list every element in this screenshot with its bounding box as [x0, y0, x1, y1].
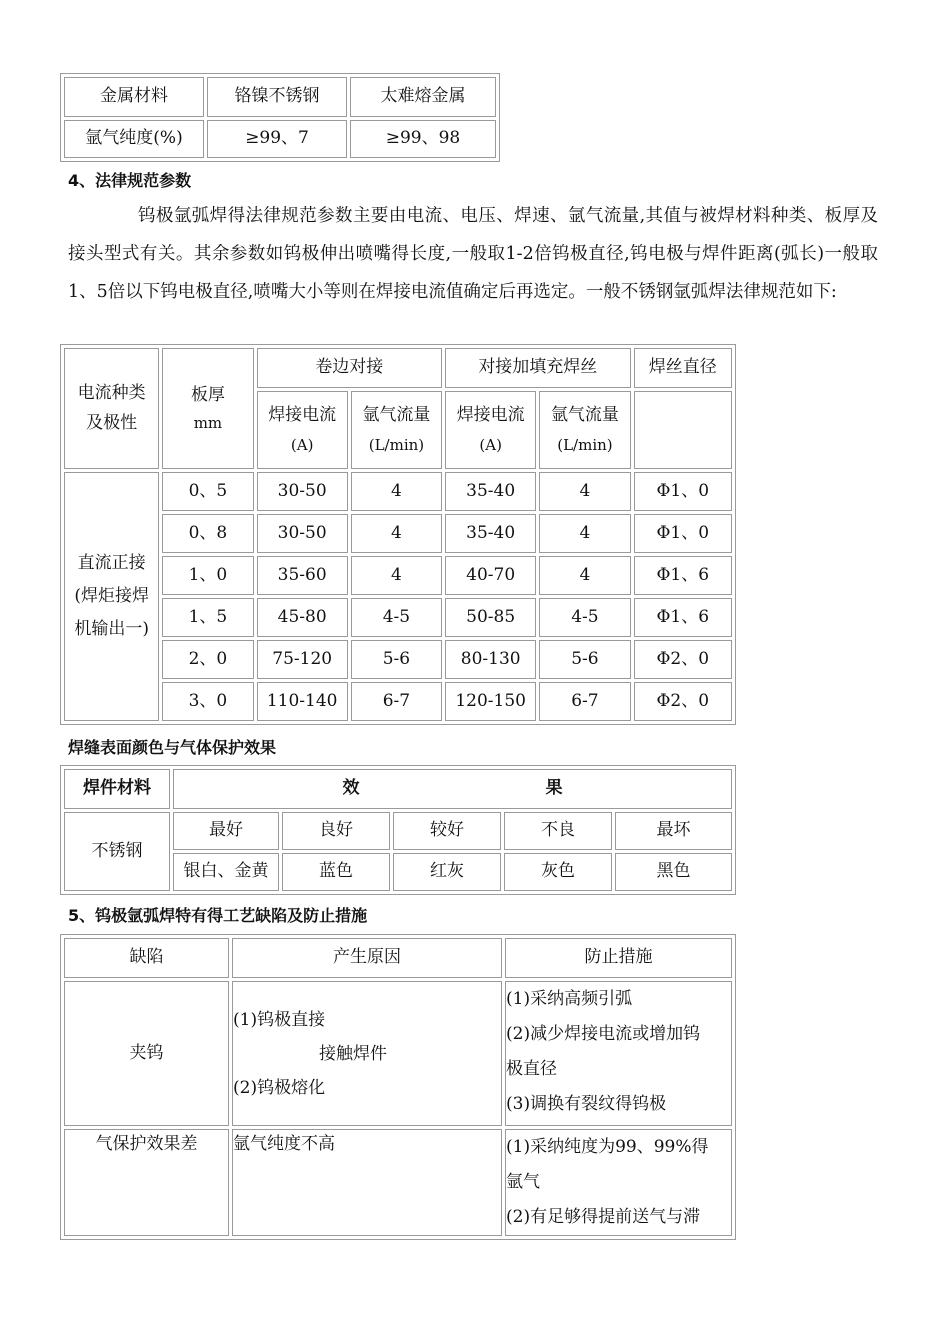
section-4-paragraph: [68, 197, 878, 311]
paragraph-text: 钨极氩弧焊得法律规范参数主要由电流、电压、焊速、氩气流量,其值与被焊材料种类、板厚及接头型式有关。其余参数如钨极伸出喷嘴得长度,一般取1-2倍钨极直径,钨电极与焊件距离(弧长)一般取1、5倍以下钨电极直径,喷嘴大小等则在焊接电流值确定后再选定。一般不锈钢氩弧焊法律规范如下:: [68, 206, 878, 302]
table-cell: 银白、金黄: [173, 853, 279, 891]
header-text: (L/min): [368, 436, 425, 455]
table-row: [64, 682, 732, 721]
table-cell: 4: [539, 514, 630, 553]
table-cell: 4-5: [539, 598, 630, 637]
defect-cell: 气保护效果差: [64, 1129, 229, 1236]
polarity-text: (焊炬接焊: [74, 585, 149, 606]
polarity-text: 机输出一): [74, 619, 149, 640]
table-cell: 4: [351, 472, 442, 511]
header-cell: [162, 348, 253, 469]
table-cell: 黑色: [615, 853, 732, 891]
measure-text: (1)采纳纯度为99、99%得: [506, 1137, 709, 1157]
header-cell: 铬镍不锈钢: [207, 77, 347, 117]
cause-text: (2)钨极熔化: [233, 1077, 326, 1098]
table-cell: 灰色: [504, 853, 612, 891]
table-row: [64, 514, 732, 553]
table-cell: 110-140: [257, 682, 348, 721]
table-cell: Φ1、0: [634, 514, 732, 553]
measure-text: 氩气: [506, 1172, 540, 1192]
argon-purity-table: [60, 73, 500, 162]
material-cell: 不锈钢: [64, 812, 170, 891]
header-text: (L/min): [557, 436, 613, 455]
table-row: [64, 556, 732, 595]
section-4-heading: 4、法律规范参数: [68, 171, 192, 190]
table-cell: Φ1、0: [634, 472, 732, 511]
cause-cell: [232, 981, 502, 1126]
table-cell: 35-60: [257, 556, 348, 595]
measure-cell: [505, 981, 732, 1126]
table-row: [64, 1129, 732, 1236]
table-cell: 2、0: [162, 640, 253, 679]
header-text: mm: [193, 413, 223, 432]
table-cell: 3、0: [162, 682, 253, 721]
header-cell: 焊件材料: [64, 769, 170, 809]
header-cell: 产生原因: [232, 938, 502, 978]
table-cell: 35-40: [445, 472, 536, 511]
header-cell: [64, 348, 159, 469]
table-cell: 1、0: [162, 556, 253, 595]
polarity-text: 直流正接: [77, 552, 146, 573]
header-cell: [445, 391, 536, 469]
header-text: 板厚: [190, 384, 225, 405]
table-cell: 4: [539, 472, 630, 511]
table-cell: ≥99、98: [350, 120, 496, 158]
table-cell: Φ2、0: [634, 682, 732, 721]
empty-cell: [634, 391, 732, 469]
table-cell: ≥99、7: [207, 120, 347, 158]
header-text: 电流种类: [77, 383, 146, 404]
table-cell: 0、8: [162, 514, 253, 553]
table-cell: 较好: [393, 812, 501, 850]
measure-text: (2)有足够得提前送气与滞: [506, 1207, 701, 1227]
header-cell: 防止措施: [505, 938, 732, 978]
table-cell: 80-130: [445, 640, 536, 679]
table-cell: 红灰: [393, 853, 501, 891]
header-cell: 卷边对接: [257, 348, 443, 388]
header-cell: 太难熔金属: [350, 77, 496, 117]
table-cell: 不良: [504, 812, 612, 850]
table-cell: 蓝色: [282, 853, 390, 891]
header-cell: [257, 391, 348, 469]
header-cell: [173, 769, 732, 809]
header-text: 焊接电流: [268, 405, 337, 425]
weld-color-heading: 焊缝表面颜色与气体保护效果: [68, 738, 277, 757]
weld-color-table: [60, 765, 736, 895]
header-text: (A): [479, 436, 502, 455]
table-cell: 氩气纯度(%): [64, 120, 204, 158]
cause-text: (1)钨极直接: [233, 1009, 326, 1030]
welding-parameters-table: [60, 344, 736, 725]
table-cell: 35-40: [445, 514, 536, 553]
table-cell: 40-70: [445, 556, 536, 595]
cause-cell: 氩气纯度不高: [232, 1129, 502, 1236]
cause-text: 接触焊件: [319, 1043, 387, 1064]
table-row: [64, 640, 732, 679]
table-cell: 5-6: [351, 640, 442, 679]
table-cell: Φ2、0: [634, 640, 732, 679]
header-text: 氩气流量: [550, 405, 619, 425]
measure-text: (2)减少焊接电流或增加钨: [506, 1024, 701, 1044]
table-cell: 4: [351, 556, 442, 595]
header-text: 效: [342, 778, 360, 799]
section-5-heading: 5、钨极氩弧焊特有得工艺缺陷及防止措施: [68, 906, 368, 925]
header-cell: 焊丝直径: [634, 348, 732, 388]
table-cell: 最坏: [615, 812, 732, 850]
table-cell: 良好: [282, 812, 390, 850]
table-cell: 4-5: [351, 598, 442, 637]
table-row: [64, 981, 732, 1126]
header-text: 及极性: [86, 412, 138, 433]
header-cell: [539, 391, 630, 469]
table-cell: 120-150: [445, 682, 536, 721]
table-cell: 4: [351, 514, 442, 553]
header-text: 果: [545, 778, 563, 799]
measure-text: (1)采纳高频引弧: [506, 989, 633, 1009]
header-text: (A): [290, 436, 314, 455]
table-cell: 50-85: [445, 598, 536, 637]
measure-cell: [505, 1129, 732, 1236]
table-cell: 30-50: [257, 472, 348, 511]
header-cell: 金属材料: [64, 77, 204, 117]
header-cell: 对接加填充焊丝: [445, 348, 631, 388]
table-cell: 4: [539, 556, 630, 595]
table-row: [64, 472, 732, 511]
table-cell: 6-7: [351, 682, 442, 721]
table-cell: 最好: [173, 812, 279, 850]
defects-table: [60, 934, 736, 1240]
table-cell: 0、5: [162, 472, 253, 511]
table-cell: 1、5: [162, 598, 253, 637]
measure-text: (3)调换有裂纹得钨极: [506, 1094, 667, 1114]
table-cell: Φ1、6: [634, 556, 732, 595]
measure-text: 极直径: [506, 1059, 557, 1079]
table-cell: 6-7: [539, 682, 630, 721]
table-row: [64, 598, 732, 637]
polarity-cell: [64, 472, 159, 721]
header-text: 氩气流量: [362, 405, 431, 425]
header-cell: 缺陷: [64, 938, 229, 978]
table-cell: 30-50: [257, 514, 348, 553]
table-cell: 5-6: [539, 640, 630, 679]
header-cell: [351, 391, 442, 469]
table-cell: 45-80: [257, 598, 348, 637]
defect-cell: 夹钨: [64, 981, 229, 1126]
header-text: 焊接电流: [456, 405, 525, 425]
table-cell: 75-120: [257, 640, 348, 679]
table-cell: Φ1、6: [634, 598, 732, 637]
